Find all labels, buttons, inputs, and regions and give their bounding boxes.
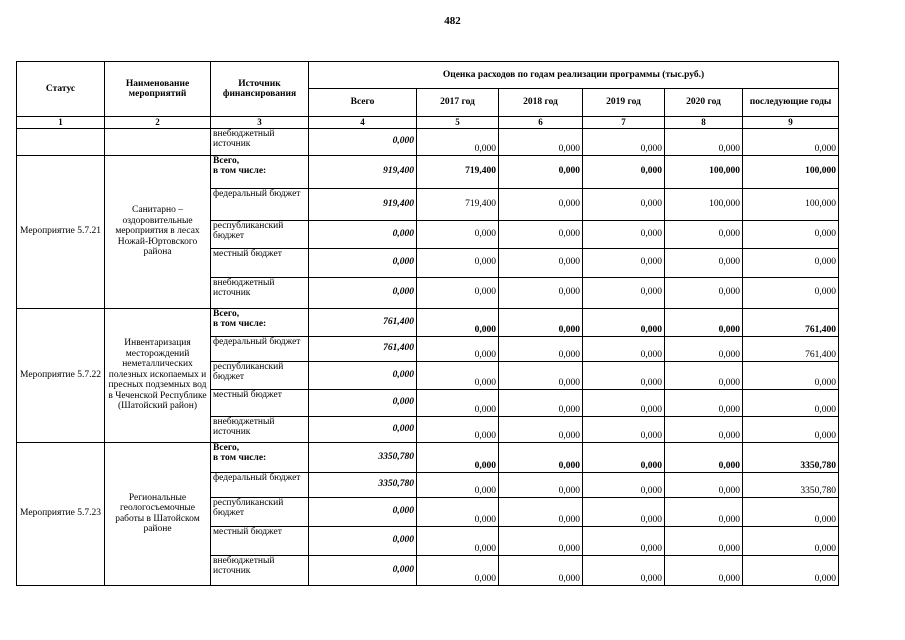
header-2020: 2020 год: [665, 89, 743, 117]
value-cell: 3350,780: [743, 472, 839, 497]
status-cell: Мероприятие 5.7.21: [17, 155, 105, 308]
value-cell: 0,000: [417, 472, 499, 497]
value-cell: 0,000: [665, 416, 743, 442]
col-number: 7: [583, 117, 665, 129]
header-2017: 2017 год: [417, 89, 499, 117]
value-cell: 719,400: [417, 155, 499, 188]
value-cell: 100,000: [743, 155, 839, 188]
value-cell: 0,000: [583, 220, 665, 248]
header-2018: 2018 год: [499, 89, 583, 117]
value-cell: 0,000: [583, 308, 665, 336]
value-cell: 761,400: [309, 336, 417, 361]
table-row: [17, 128, 839, 155]
header-later-years: последующие годы: [743, 89, 839, 117]
value-cell: 3350,780: [309, 442, 417, 472]
header-estimate: Оценка расходов по годам реализации программы (тыс.руб.): [309, 62, 839, 89]
value-cell: 0,000: [743, 389, 839, 416]
page-number: 482: [444, 15, 461, 27]
value-cell: 0,000: [499, 155, 583, 188]
source-cell: местный бюджет: [211, 389, 309, 416]
value-cell: 0,000: [743, 361, 839, 389]
value-cell: 0,000: [417, 248, 499, 277]
value-cell: 0,000: [499, 472, 583, 497]
value-cell: 0,000: [583, 526, 665, 555]
value-cell: 0,000: [665, 555, 743, 585]
value-cell: 0,000: [499, 220, 583, 248]
value-cell: 0,000: [665, 526, 743, 555]
value-cell: 0,000: [665, 361, 743, 389]
value-cell: 0,000: [417, 497, 499, 526]
value-cell: 0,000: [499, 555, 583, 585]
value-cell: 0,000: [665, 472, 743, 497]
source-cell: Всего, в том числе:: [211, 308, 309, 336]
value-cell: 3350,780: [743, 442, 839, 472]
value-cell: 0,000: [583, 336, 665, 361]
column-numbers-row: [17, 117, 839, 129]
value-cell: 0,000: [743, 497, 839, 526]
value-cell: 0,000: [583, 361, 665, 389]
value-cell: 0,000: [309, 361, 417, 389]
value-cell: 100,000: [665, 188, 743, 220]
value-cell: 919,400: [309, 155, 417, 188]
value-cell: 0,000: [583, 416, 665, 442]
source-cell: республиканский бюджет: [211, 361, 309, 389]
value-cell: 0,000: [417, 526, 499, 555]
value-cell: 0,000: [665, 128, 743, 155]
value-cell: 919,400: [309, 188, 417, 220]
value-cell: 100,000: [743, 188, 839, 220]
header-event-name: Наименование мероприятий: [105, 62, 211, 117]
value-cell: 0,000: [499, 248, 583, 277]
value-cell: 0,000: [665, 442, 743, 472]
value-cell: 719,400: [417, 188, 499, 220]
value-cell: 0,000: [417, 416, 499, 442]
source-cell: местный бюджет: [211, 248, 309, 277]
value-cell: 0,000: [583, 248, 665, 277]
source-cell: республиканский бюджет: [211, 220, 309, 248]
value-cell: 0,000: [499, 497, 583, 526]
value-cell: 0,000: [583, 128, 665, 155]
status-cell: Мероприятие 5.7.22: [17, 308, 105, 442]
value-cell: 0,000: [499, 416, 583, 442]
source-cell: Всего, в том числе:: [211, 442, 309, 472]
value-cell: 0,000: [499, 361, 583, 389]
value-cell: 0,000: [665, 308, 743, 336]
source-cell: федеральный бюджет: [211, 188, 309, 220]
value-cell: 0,000: [417, 277, 499, 308]
value-cell: 0,000: [309, 526, 417, 555]
col-number: 9: [743, 117, 839, 129]
status-cell: Мероприятие 5.7.23: [17, 442, 105, 585]
source-cell: местный бюджет: [211, 526, 309, 555]
value-cell: 0,000: [583, 472, 665, 497]
col-number: 3: [211, 117, 309, 129]
header-total: Всего: [309, 89, 417, 117]
value-cell: 0,000: [417, 128, 499, 155]
value-cell: 0,000: [417, 220, 499, 248]
value-cell: 0,000: [417, 555, 499, 585]
table-row: [17, 308, 839, 336]
value-cell: 0,000: [499, 442, 583, 472]
value-cell: 0,000: [583, 555, 665, 585]
col-number: 4: [309, 117, 417, 129]
value-cell: 0,000: [309, 416, 417, 442]
col-number: 8: [665, 117, 743, 129]
value-cell: 0,000: [309, 248, 417, 277]
value-cell: 0,000: [583, 277, 665, 308]
header-status: Статус: [17, 62, 105, 117]
value-cell: 761,400: [743, 336, 839, 361]
budget-table: [16, 61, 839, 586]
value-cell: 0,000: [743, 128, 839, 155]
status-cell: [17, 128, 105, 155]
col-number: 1: [17, 117, 105, 129]
value-cell: 0,000: [499, 128, 583, 155]
value-cell: 0,000: [309, 389, 417, 416]
value-cell: 0,000: [417, 442, 499, 472]
value-cell: 0,000: [417, 361, 499, 389]
value-cell: 0,000: [499, 526, 583, 555]
value-cell: 0,000: [665, 389, 743, 416]
value-cell: 0,000: [743, 416, 839, 442]
value-cell: 0,000: [417, 389, 499, 416]
value-cell: 0,000: [417, 336, 499, 361]
source-cell: внебюджетный источник: [211, 555, 309, 585]
value-cell: 0,000: [743, 526, 839, 555]
value-cell: 0,000: [309, 220, 417, 248]
value-cell: 0,000: [583, 155, 665, 188]
source-cell: внебюджетный источник: [211, 128, 309, 155]
value-cell: 0,000: [499, 389, 583, 416]
value-cell: 0,000: [499, 277, 583, 308]
event-name-cell: Региональные геологосъемочные работы в Шатойском районе: [105, 442, 211, 585]
source-cell: федеральный бюджет: [211, 336, 309, 361]
header-source: Источник финансирования: [211, 62, 309, 117]
value-cell: 0,000: [665, 336, 743, 361]
col-number: 2: [105, 117, 211, 129]
value-cell: 0,000: [665, 220, 743, 248]
source-cell: республиканский бюджет: [211, 497, 309, 526]
table-row: [17, 155, 839, 188]
value-cell: 3350,780: [309, 472, 417, 497]
value-cell: 0,000: [583, 389, 665, 416]
source-cell: внебюджетный источник: [211, 277, 309, 308]
event-name-cell: [105, 128, 211, 155]
col-number: 6: [499, 117, 583, 129]
value-cell: 0,000: [665, 277, 743, 308]
value-cell: 0,000: [309, 497, 417, 526]
value-cell: 0,000: [309, 128, 417, 155]
value-cell: 100,000: [665, 155, 743, 188]
value-cell: 0,000: [743, 555, 839, 585]
value-cell: 0,000: [499, 336, 583, 361]
value-cell: 761,400: [743, 308, 839, 336]
value-cell: 0,000: [743, 220, 839, 248]
value-cell: 0,000: [309, 555, 417, 585]
value-cell: 0,000: [665, 497, 743, 526]
event-name-cell: Санитарно – оздоровительные мероприятия в лесах Ножай-Юртовского района: [105, 155, 211, 308]
value-cell: 0,000: [499, 308, 583, 336]
value-cell: 0,000: [665, 248, 743, 277]
value-cell: 0,000: [309, 277, 417, 308]
source-cell: внебюджетный источник: [211, 416, 309, 442]
value-cell: 0,000: [417, 308, 499, 336]
value-cell: 0,000: [583, 188, 665, 220]
table-row: [17, 442, 839, 472]
value-cell: 0,000: [583, 442, 665, 472]
value-cell: 0,000: [583, 497, 665, 526]
value-cell: 761,400: [309, 308, 417, 336]
value-cell: 0,000: [499, 188, 583, 220]
source-cell: федеральный бюджет: [211, 472, 309, 497]
source-cell: Всего, в том числе:: [211, 155, 309, 188]
value-cell: 0,000: [743, 277, 839, 308]
event-name-cell: Инвентаризация месторождений неметаллических полезных ископаемых и пресных подземных вод в Чеченской Республике (Шатойский район): [105, 308, 211, 442]
col-number: 5: [417, 117, 499, 129]
header-2019: 2019 год: [583, 89, 665, 117]
value-cell: 0,000: [743, 248, 839, 277]
